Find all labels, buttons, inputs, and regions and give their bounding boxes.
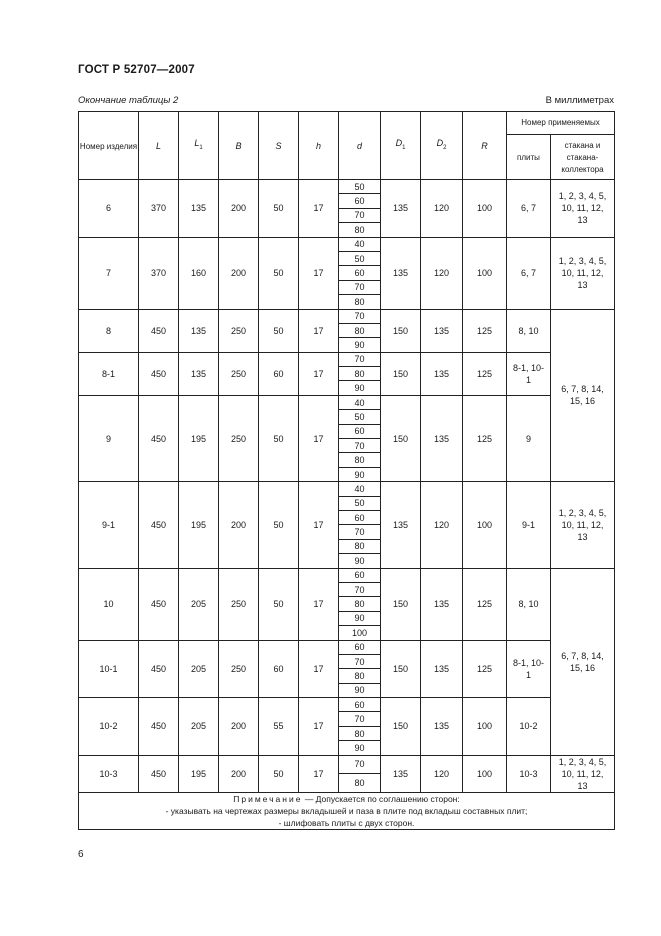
cell-h: 17 [299,395,339,481]
table-row [79,309,615,323]
cell-r: 125 [463,568,507,640]
cell-h: 17 [299,640,339,698]
cell-cups: 6, 7, 8, 14, 15, 16 [551,568,615,755]
cell-d1: 135 [381,755,421,792]
cell-b: 200 [219,482,259,568]
cell-d2: 120 [421,180,463,238]
cell-l1: 160 [179,237,219,309]
table-row [79,237,615,251]
cell-d: 90 [339,741,381,755]
cell-h: 17 [299,698,339,756]
cell-l1: 195 [179,755,219,792]
cell-s: 50 [259,180,299,238]
cell-h: 17 [299,237,339,309]
note-text: — Допускается по соглашению сторон: [302,793,460,804]
standard-code: ГОСТ Р 52707—2007 [78,64,195,76]
cell-d2: 135 [421,640,463,698]
cell-h: 17 [299,180,339,238]
cell-cups: 6, 7, 8, 14, 15, 16 [551,309,615,482]
cell-b: 250 [219,640,259,698]
cell-cups: 1, 2, 3, 4, 5, 10, 11, 12, 13 [551,482,615,568]
cell-d1: 150 [381,352,421,395]
cell-d: 70 [339,309,381,323]
cell-d1: 150 [381,640,421,698]
cell-r: 100 [463,482,507,568]
cell-d: 90 [339,467,381,481]
cell-l1: 135 [179,309,219,352]
header-B: B [219,112,259,180]
cell-r: 100 [463,180,507,238]
cell-b: 200 [219,698,259,756]
header-D2: $D_2$ [421,112,463,180]
cell-b: 250 [219,395,259,481]
cell-d: 80 [339,774,381,793]
table-row [79,568,615,582]
header-L: L [139,112,179,180]
cell-d: 70 [339,755,381,774]
cell-s: 50 [259,237,299,309]
cell-l1: 195 [179,395,219,481]
cell-r: 100 [463,755,507,792]
cell-h: 17 [299,482,339,568]
header-R: R [463,112,507,180]
header-plates: плиты [507,135,551,180]
table-row [79,395,615,409]
cell-l: 450 [139,640,179,698]
cell-d2: 135 [421,698,463,756]
cell-l1: 135 [179,180,219,238]
cell-no: 10-2 [79,698,139,756]
cell-plates: 10-3 [507,755,551,792]
cell-b: 250 [219,309,259,352]
cell-d1: 150 [381,698,421,756]
cell-r: 125 [463,352,507,395]
cell-d: 60 [339,568,381,582]
cell-d: 80 [339,295,381,309]
cell-l: 450 [139,482,179,568]
cell-d: 50 [339,496,381,510]
cell-d: 70 [339,208,381,222]
cell-l1: 195 [179,482,219,568]
cell-no: 7 [79,237,139,309]
cell-d: 60 [339,698,381,712]
cell-plates: 8-1, 10-1 [507,640,551,698]
cell-h: 17 [299,755,339,792]
cell-r: 125 [463,395,507,481]
cell-d2: 120 [421,755,463,792]
cell-no: 8-1 [79,352,139,395]
cell-d2: 135 [421,395,463,481]
header-item-no: Номер изделия [79,112,139,180]
note-item: - шлифовать плиты с двух сторон. [278,817,415,828]
cell-d: 50 [339,251,381,265]
cell-plates: 8-1, 10-1 [507,352,551,395]
cell-l: 370 [139,180,179,238]
cell-cups: 1, 2, 3, 4, 5, 10, 11, 12, 13 [551,755,615,792]
cell-d: 60 [339,424,381,438]
cell-d: 90 [339,554,381,568]
cell-l: 450 [139,755,179,792]
cell-d2: 135 [421,352,463,395]
cell-plates: 6, 7 [507,180,551,238]
header-L1: $L_1$ [179,112,219,180]
cell-d1: 135 [381,482,421,568]
cell-d: 60 [339,640,381,654]
cell-l: 450 [139,568,179,640]
cell-d: 80 [339,453,381,467]
cell-d: 40 [339,237,381,251]
cell-d: 80 [339,597,381,611]
cell-d2: 120 [421,237,463,309]
note-heading [79,793,614,805]
cell-d: 90 [339,338,381,352]
cell-d: 70 [339,439,381,453]
cell-s: 60 [259,640,299,698]
table-caption: Окончание таблицы 2 [78,95,179,106]
table-row [79,640,615,654]
table-row [79,352,615,366]
note-row [79,792,615,829]
cell-plates: 8, 10 [507,309,551,352]
cell-d: 60 [339,266,381,280]
table-row [79,180,615,194]
cell-d: 70 [339,525,381,539]
header-cups: стакана и стакана-коллектора [551,135,615,180]
cell-s: 50 [259,568,299,640]
cell-d: 90 [339,381,381,395]
cell-r: 100 [463,237,507,309]
table-row [79,755,615,774]
cell-d: 90 [339,611,381,625]
header-d: d [339,112,381,180]
cell-h: 17 [299,568,339,640]
cell-l: 450 [139,309,179,352]
cell-d: 70 [339,712,381,726]
cell-l1: 205 [179,568,219,640]
cell-d: 80 [339,223,381,237]
cell-d: 70 [339,582,381,596]
cell-plates: 9 [507,395,551,481]
cell-l: 450 [139,395,179,481]
cell-d: 80 [339,539,381,553]
cell-d: 70 [339,280,381,294]
cell-no: 10-1 [79,640,139,698]
cell-s: 50 [259,482,299,568]
cell-no: 9-1 [79,482,139,568]
cell-b: 250 [219,568,259,640]
note-item: - указывать на чертежах размеры вкладышей и паза в плите под вкладыш составных плит; [165,805,528,816]
cell-cups: 1, 2, 3, 4, 5, 10, 11, 12, 13 [551,237,615,309]
cell-no: 9 [79,395,139,481]
cell-h: 17 [299,309,339,352]
cell-s: 50 [259,309,299,352]
table-row [79,698,615,712]
cell-d2: 120 [421,482,463,568]
table-row [79,482,615,496]
cell-d: 70 [339,654,381,668]
cell-l: 450 [139,698,179,756]
cell-s: 60 [259,352,299,395]
dimensions-table [78,111,615,830]
cell-d: 80 [339,669,381,683]
cell-r: 125 [463,640,507,698]
cell-d1: 135 [381,237,421,309]
cell-no: 6 [79,180,139,238]
cell-s: 50 [259,755,299,792]
cell-d1: 135 [381,180,421,238]
cell-b: 250 [219,352,259,395]
cell-d: 60 [339,510,381,524]
cell-b: 200 [219,237,259,309]
cell-h: 17 [299,352,339,395]
header-h: h [299,112,339,180]
page-number: 6 [78,849,84,860]
cell-d: 50 [339,180,381,194]
cell-no: 10 [79,568,139,640]
cell-b: 200 [219,180,259,238]
cell-no: 8 [79,309,139,352]
cell-plates: 9-1 [507,482,551,568]
cell-d: 90 [339,683,381,697]
cell-plates: 6, 7 [507,237,551,309]
cell-d: 50 [339,410,381,424]
cell-s: 55 [259,698,299,756]
cell-d1: 150 [381,395,421,481]
cell-d: 80 [339,367,381,381]
cell-d1: 150 [381,309,421,352]
cell-d: 100 [339,626,381,640]
cell-plates: 10-2 [507,698,551,756]
cell-d: 40 [339,395,381,409]
cell-cups: 1, 2, 3, 4, 5, 10, 11, 12, 13 [551,180,615,238]
cell-d: 80 [339,323,381,337]
units-label: В миллиметрах [545,95,614,106]
cell-r: 100 [463,698,507,756]
cell-d: 60 [339,194,381,208]
cell-r: 125 [463,309,507,352]
cell-l1: 205 [179,640,219,698]
cell-b: 200 [219,755,259,792]
cell-d1: 150 [381,568,421,640]
header-applicable: Номер применяемых [507,112,615,135]
cell-no: 10-3 [79,755,139,792]
note-label: Примечание [233,793,303,804]
cell-l1: 135 [179,352,219,395]
header-S: S [259,112,299,180]
cell-d2: 135 [421,309,463,352]
cell-d: 40 [339,482,381,496]
header-D1: $D_1$ [381,112,421,180]
cell-s: 50 [259,395,299,481]
cell-l1: 205 [179,698,219,756]
cell-l: 450 [139,352,179,395]
cell-d: 80 [339,726,381,740]
cell-d2: 135 [421,568,463,640]
cell-d: 70 [339,352,381,366]
note-cell [79,792,615,829]
cell-plates: 8, 10 [507,568,551,640]
cell-l: 370 [139,237,179,309]
